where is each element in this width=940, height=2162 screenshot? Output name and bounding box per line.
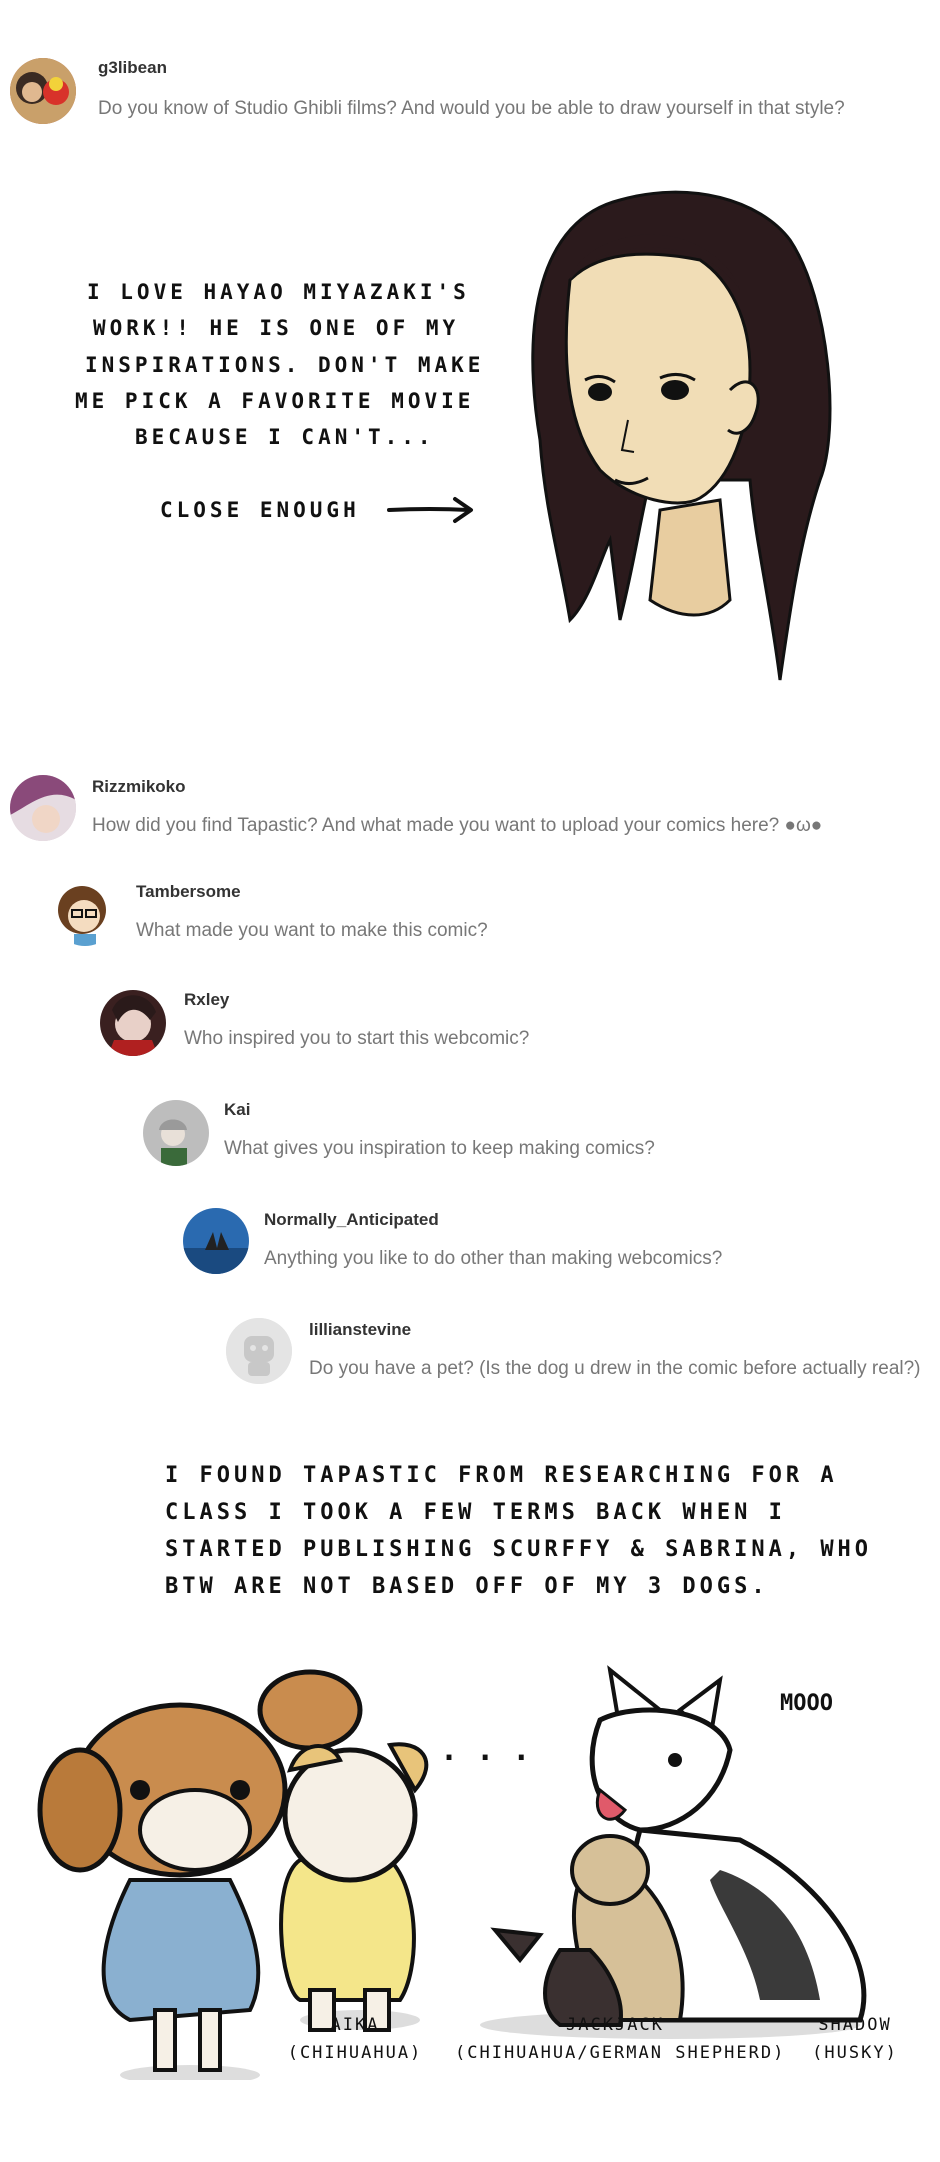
avatar[interactable] bbox=[10, 775, 76, 841]
avatar[interactable] bbox=[143, 1100, 209, 1166]
avatar-image bbox=[143, 1100, 209, 1166]
moo-text: MOOO bbox=[780, 1691, 833, 1716]
username[interactable]: Rizzmikoko bbox=[92, 777, 186, 796]
dog-breed: (CHIHUAHUA/GERMAN SHEPHERD) bbox=[455, 2043, 786, 2063]
username[interactable]: Kai bbox=[224, 1100, 251, 1119]
avatar[interactable] bbox=[100, 990, 166, 1056]
answer-line: I FOUND TAPASTIC FROM RESEARCHING FOR A bbox=[165, 1463, 838, 1488]
avatar-image bbox=[10, 775, 76, 841]
avatar[interactable] bbox=[10, 58, 76, 124]
avatar-image bbox=[10, 58, 76, 124]
answer-line: BECAUSE I CAN'T... bbox=[135, 425, 435, 449]
comment-text: Who inspired you to start this webcomic? bbox=[184, 1028, 530, 1049]
self-portrait-drawing bbox=[500, 180, 860, 700]
username[interactable]: lillianstevine bbox=[309, 1320, 412, 1339]
avatar-image bbox=[100, 990, 166, 1056]
ellipsis-text: . . . bbox=[440, 1733, 531, 1768]
dogs-illustration bbox=[20, 1640, 920, 2080]
answer-line: INSPIRATIONS. DON'T MAKE bbox=[85, 353, 485, 377]
comment-text: Do you know of Studio Ghibli films? And would you be able to draw yourself in that style? bbox=[98, 98, 845, 119]
username[interactable]: Tambersome bbox=[136, 882, 241, 901]
avatar[interactable] bbox=[52, 880, 118, 946]
dog-name: AIKA bbox=[330, 2015, 380, 2035]
comment-text: Anything you like to do other than making webcomics? bbox=[264, 1248, 723, 1269]
answer-line: ME PICK A FAVORITE MOVIE bbox=[75, 389, 475, 413]
avatar[interactable] bbox=[226, 1318, 292, 1384]
dog-name: JACKJACK bbox=[566, 2015, 664, 2035]
answer-line: I LOVE HAYAO MIYAZAKI'S bbox=[87, 280, 470, 304]
close-enough-label: CLOSE ENOUGH bbox=[160, 498, 360, 522]
comment-text: Do you have a pet? (Is the dog u drew in the comic before actually real?) bbox=[309, 1358, 921, 1379]
comment-text: How did you find Tapastic? And what made you want to upload your comics here? ●ω● bbox=[92, 815, 823, 836]
username[interactable]: Normally_Anticipated bbox=[264, 1210, 439, 1229]
avatar[interactable] bbox=[183, 1208, 249, 1274]
answer-line: STARTED PUBLISHING SCURFFY & SABRINA, WHO bbox=[165, 1537, 873, 1562]
username[interactable]: Rxley bbox=[184, 990, 230, 1009]
dog-name: SHADOW bbox=[818, 2015, 892, 2035]
answer-line: WORK!! HE IS ONE OF MY bbox=[93, 316, 460, 340]
avatar-image bbox=[183, 1208, 249, 1274]
comment-text: What gives you inspiration to keep making comics? bbox=[224, 1138, 655, 1159]
dog-breed: (CHIHUAHUA) bbox=[287, 2043, 423, 2063]
comment-text: What made you want to make this comic? bbox=[136, 920, 488, 941]
default-avatar-icon bbox=[226, 1318, 292, 1384]
avatar-image bbox=[52, 880, 118, 946]
username[interactable]: g3libean bbox=[98, 58, 167, 77]
answer-line: CLASS I TOOK A FEW TERMS BACK WHEN I bbox=[165, 1500, 786, 1525]
answer-line: BTW ARE NOT BASED OFF OF MY 3 DOGS. bbox=[165, 1574, 769, 1599]
arrow-right-icon bbox=[385, 495, 475, 525]
dog-breed: (HUSKY) bbox=[812, 2043, 898, 2063]
